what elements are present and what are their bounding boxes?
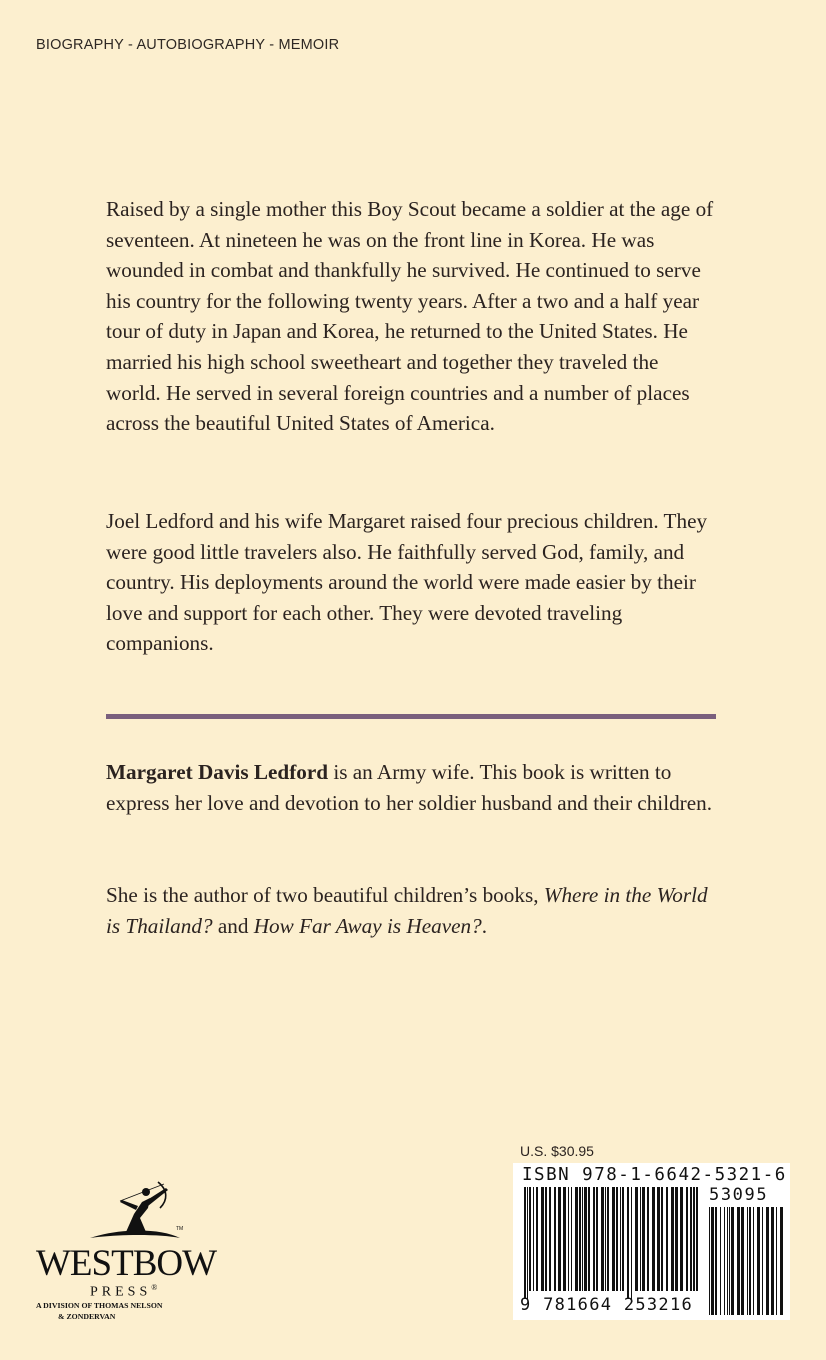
publisher-division-line-2: & ZONDERVAN: [58, 1312, 116, 1321]
barcode-bar: [554, 1187, 556, 1291]
barcode-bar: [657, 1187, 660, 1291]
barcode-bar: [749, 1207, 751, 1315]
author-bio-paragraph: [106, 757, 718, 818]
barcode-bar: [720, 1207, 721, 1315]
archer-icon: [30, 1180, 230, 1244]
barcode-bar: [635, 1187, 638, 1291]
barcode-bar: [762, 1207, 763, 1315]
barcode-bar: [527, 1187, 528, 1299]
barcode-bar: [675, 1187, 678, 1291]
barcode-bar: [524, 1187, 526, 1299]
price-label: U.S. $30.95: [520, 1143, 594, 1159]
barcode-bar: [661, 1187, 663, 1291]
barcode-bar: [529, 1187, 531, 1291]
section-divider: [106, 714, 716, 719]
svg-text:TM: TM: [176, 1226, 184, 1232]
barcode-bar: [766, 1207, 769, 1315]
barcode-bar: [533, 1187, 534, 1291]
barcode-bar: [776, 1207, 777, 1315]
barcode-bar: [642, 1187, 645, 1291]
book-title-2: How Far Away is Heaven?: [253, 913, 482, 938]
barcode-bar: [616, 1187, 618, 1291]
barcode-bar: [584, 1187, 587, 1291]
barcode-ean-digits: 9 781664 253216: [520, 1295, 694, 1315]
barcode-bar: [536, 1187, 538, 1291]
barcode-bar: [563, 1187, 566, 1291]
barcode-bar: [780, 1207, 783, 1315]
barcode-bar: [696, 1187, 698, 1291]
barcode-bar: [671, 1187, 674, 1291]
author-books-paragraph: [106, 880, 718, 941]
publisher-division-line-1: A DIVISION OF THOMAS NELSON: [36, 1301, 163, 1310]
barcode-bar: [631, 1187, 632, 1299]
blurb-paragraph-1: Raised by a single mother this Boy Scout became a soldier at the age of seventeen. At nineteen he was on the front line in Korea. He was wounded in combat and thankfully he survived. He continued to serve his country for the following twenty years. After a two and a half year tour of duty in Japan and Korea, he returned to the United States. He married his high school sweetheart and together they traveled the world. He served in several foreign countries and a number of places across the beautiful United States of America.: [106, 197, 714, 436]
barcode-bar: [727, 1207, 728, 1315]
barcode-bar: [575, 1187, 578, 1291]
barcode-bar: [709, 1207, 710, 1315]
barcode-bar: [666, 1187, 668, 1291]
barcode-bar: [593, 1187, 595, 1291]
barcode-bar: [757, 1207, 760, 1315]
publisher-imprint: PRESS®: [90, 1283, 158, 1300]
isbn-barcode: [513, 1163, 790, 1320]
isbn-number: ISBN 978-1-6642-5321-6: [522, 1165, 787, 1185]
barcode-bar: [588, 1187, 590, 1291]
barcode-bar: [680, 1187, 683, 1291]
category-label: BIOGRAPHY - AUTOBIOGRAPHY - MEMOIR: [36, 37, 340, 53]
author-name: Margaret Davis Ledford: [106, 760, 329, 784]
barcode-bar: [771, 1207, 774, 1315]
barcode-bar: [579, 1187, 581, 1291]
barcode-bar: [686, 1187, 688, 1291]
books-intro: She is the author of two beautiful children’s books,: [106, 883, 544, 907]
barcode-bar: [711, 1207, 714, 1315]
book-title-1: Where in the World is Thailand?: [106, 883, 708, 938]
barcode-bar: [605, 1187, 606, 1291]
barcode-bar: [690, 1187, 692, 1291]
books-end: .: [481, 913, 487, 938]
author-bio-text: is an Army wife. This book is written to express her love and devotion to her soldier husband and their children.: [106, 760, 713, 815]
barcode-bar: [558, 1187, 561, 1291]
barcode-bar: [737, 1207, 740, 1315]
barcode-bar: [647, 1187, 649, 1291]
barcode-bar: [627, 1187, 629, 1299]
barcode-bar: [741, 1207, 744, 1315]
barcode-bar: [620, 1187, 621, 1291]
publisher-logo: [30, 1180, 230, 1330]
barcode-bar: [753, 1207, 754, 1315]
barcode-bar: [582, 1187, 583, 1291]
barcode-addon-digits: 53095: [709, 1185, 769, 1205]
barcode-bar: [693, 1187, 695, 1291]
barcode-bar: [729, 1207, 730, 1315]
barcode-bar: [640, 1187, 641, 1291]
barcode-bar: [601, 1187, 604, 1291]
barcode-bar: [549, 1187, 551, 1291]
barcode-bar: [612, 1187, 615, 1291]
barcode-bar: [541, 1187, 544, 1291]
barcode-bar: [731, 1207, 734, 1315]
books-and: and: [212, 913, 254, 938]
barcode-bar: [724, 1207, 725, 1315]
barcode-bar: [622, 1187, 624, 1291]
barcode-bar: [545, 1187, 547, 1291]
blurb-paragraph-2: Joel Ledford and his wife Margaret raised four precious children. They were good little travelers also. He faithfully served God, family, and country. His deployments around the world were made easier by their love and support for each other. They were devoted traveling companions.: [106, 509, 708, 656]
barcode-bar: [607, 1187, 609, 1291]
barcode-bar: [571, 1187, 572, 1291]
barcode-bar: [596, 1187, 598, 1291]
barcode-bar: [652, 1187, 655, 1291]
barcode-bar: [715, 1207, 717, 1315]
publisher-name: WESTBOW: [36, 1243, 217, 1284]
barcode-bar: [568, 1187, 569, 1291]
barcode-bar: [747, 1207, 748, 1315]
